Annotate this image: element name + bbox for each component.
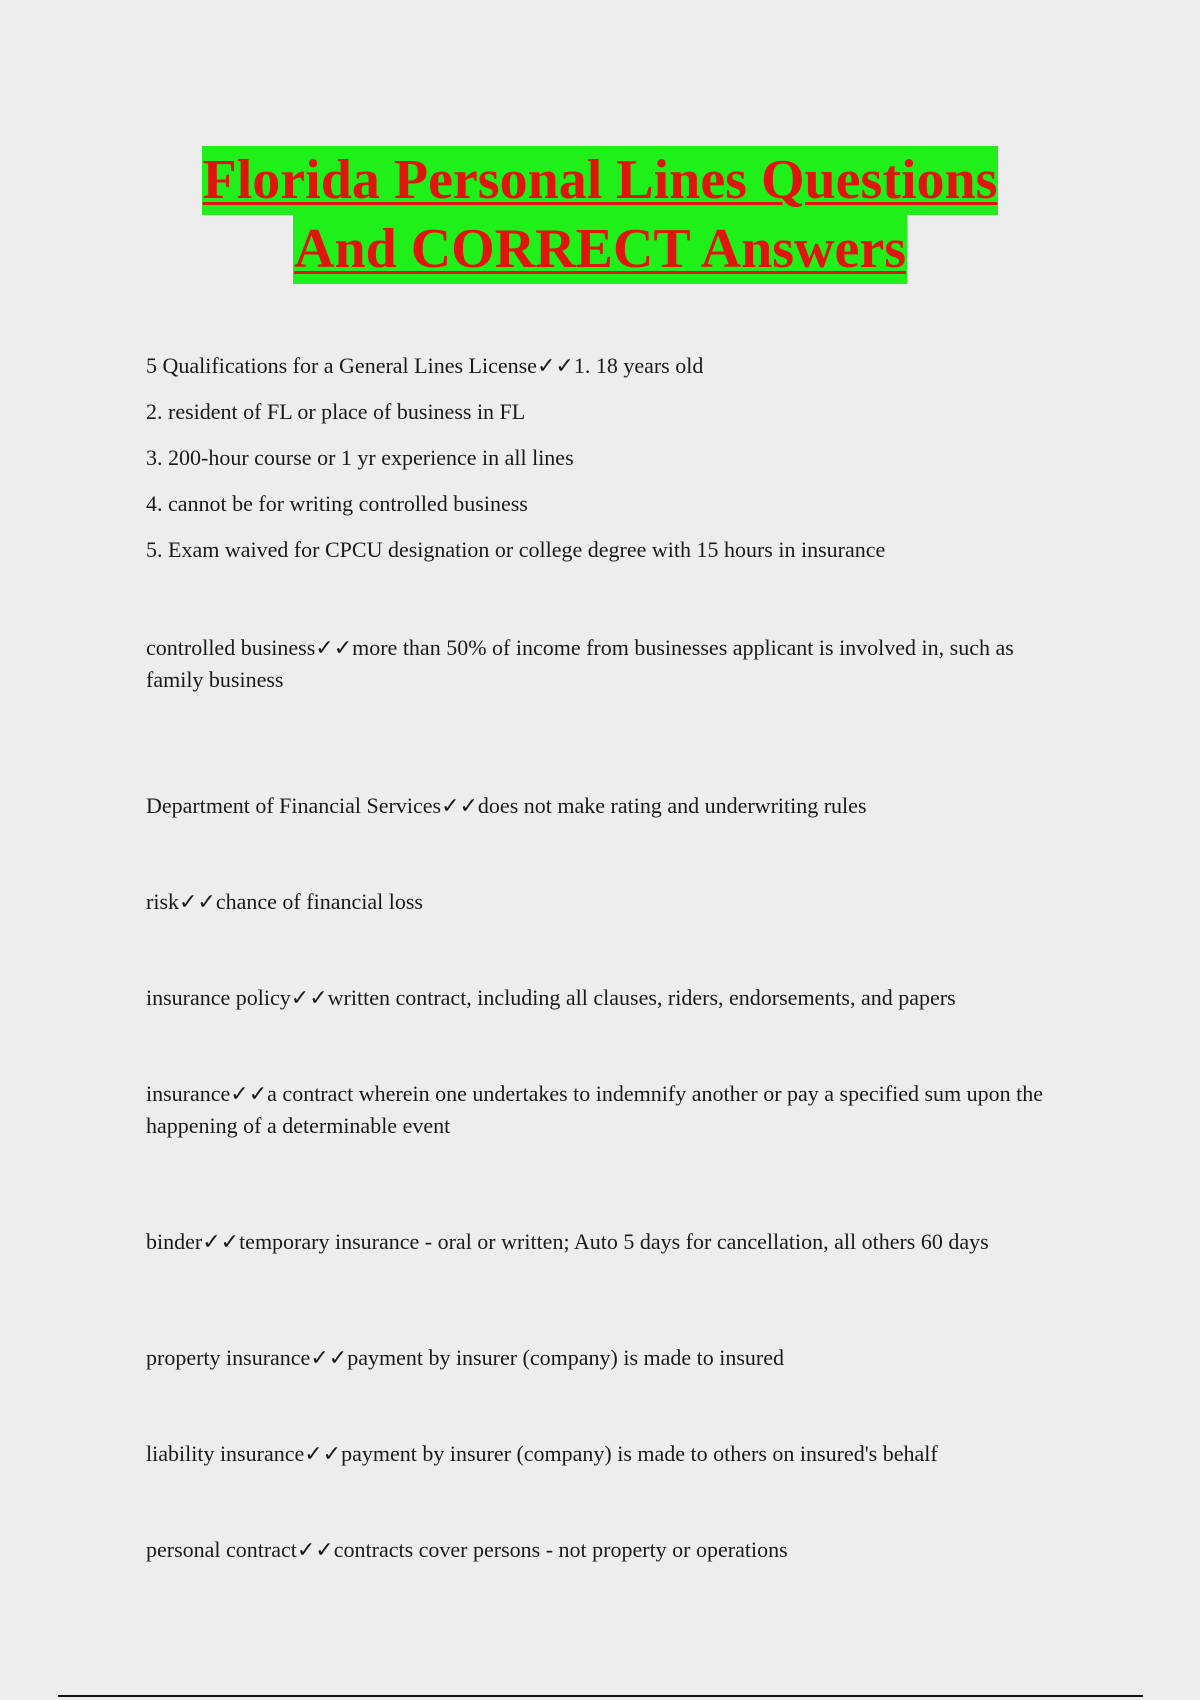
- document-body: [146, 350, 1046, 1566]
- qualification-line: 3. 200-hour course or 1 yr experience in all lines: [146, 445, 574, 470]
- document-title: [0, 146, 1200, 284]
- qa-risk: risk✓✓chance of financial loss: [146, 889, 423, 914]
- qa-property-insurance: property insurance✓✓payment by insurer (company) is made to insured: [146, 1345, 785, 1370]
- qualification-line: 2. resident of FL or place of business in FL: [146, 399, 526, 424]
- qualifications-block: [146, 350, 1046, 566]
- qa-liability-insurance: liability insurance✓✓payment by insurer (company) is made to others on insured's behalf: [146, 1441, 938, 1466]
- title-line-2: And CORRECT Answers: [293, 215, 907, 284]
- qa-controlled-business: controlled business✓✓more than 50% of income from businesses applicant is involved in, such as family business: [146, 635, 1014, 692]
- qualification-line: 5. Exam waived for CPCU designation or college degree with 15 hours in insurance: [146, 537, 886, 562]
- qualification-line: 5 Qualifications for a General Lines License✓✓1. 18 years old: [146, 353, 704, 378]
- qualification-line: 4. cannot be for writing controlled business: [146, 491, 528, 516]
- qa-personal-contract: personal contract✓✓contracts cover persons - not property or operations: [146, 1537, 788, 1562]
- qa-insurance: insurance✓✓a contract wherein one undertakes to indemnify another or pay a specified sum upon the happening of a determinable event: [146, 1081, 1044, 1138]
- qa-insurance-policy: insurance policy✓✓written contract, including all clauses, riders, endorsements, and papers: [146, 985, 956, 1010]
- qa-department-of-financial-services: Department of Financial Services✓✓does not make rating and underwriting rules: [146, 793, 867, 818]
- footer-divider: [58, 1695, 1143, 1697]
- qa-binder: binder✓✓temporary insurance - oral or written; Auto 5 days for cancellation, all others 60 days: [146, 1229, 989, 1254]
- title-line-1: Florida Personal Lines Questions: [202, 146, 999, 215]
